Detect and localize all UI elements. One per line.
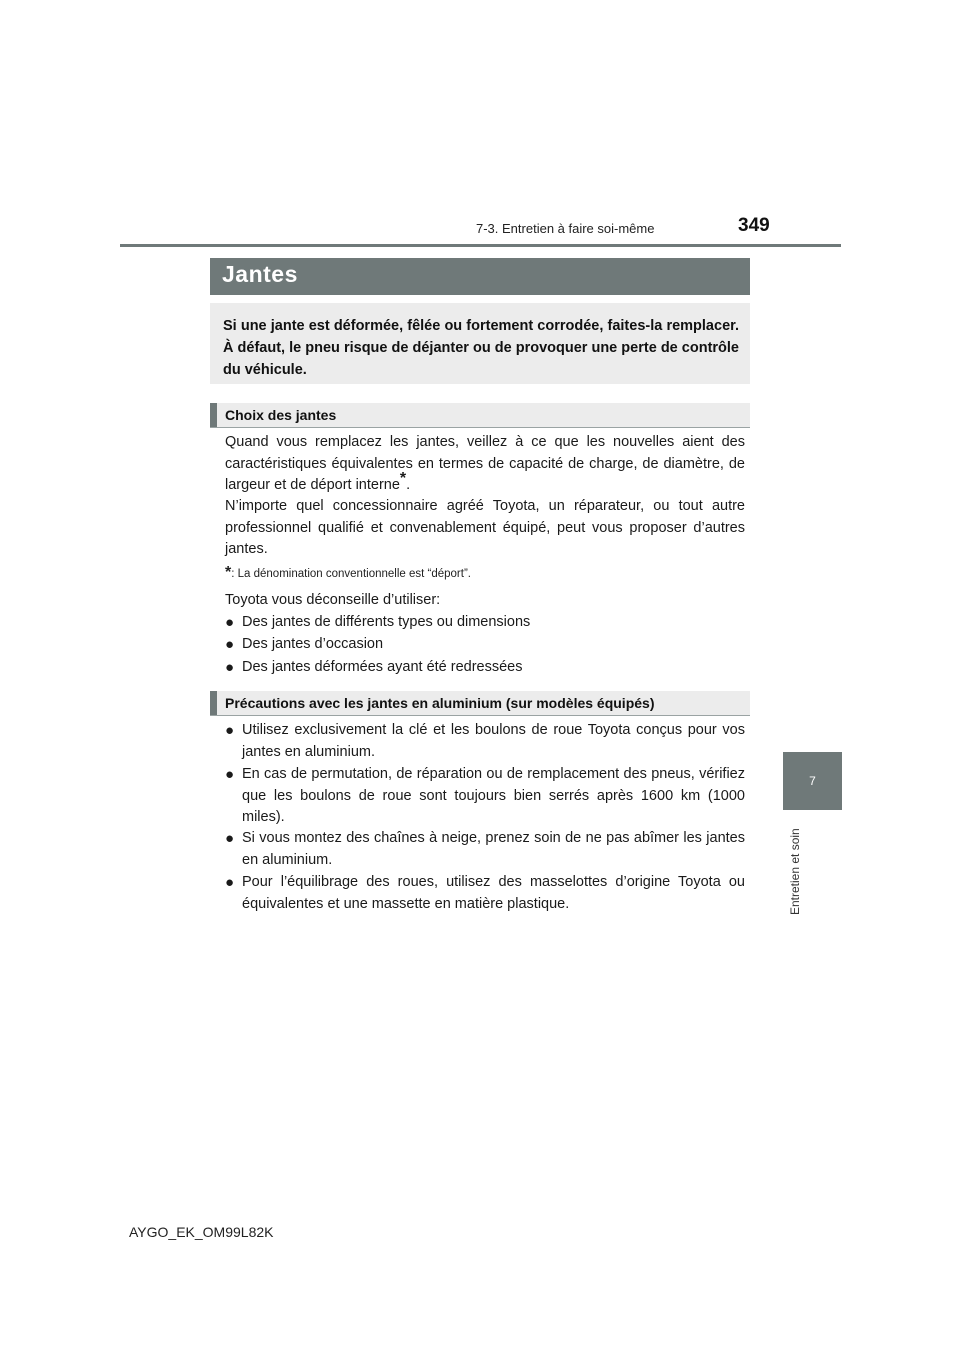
list-item <box>225 634 745 656</box>
page-title: Jantes <box>222 261 298 287</box>
chapter-title: Entretien et soin <box>788 828 802 915</box>
footnote-marker: * <box>399 470 407 488</box>
header-divider <box>120 244 841 247</box>
list-item <box>225 764 745 829</box>
list-item-text: Des jantes de différents types ou dimensions <box>242 614 531 630</box>
intro-box <box>210 303 750 384</box>
list-item-text: Des jantes d’occasion <box>242 636 384 652</box>
bullet-icon: ● <box>225 874 235 891</box>
list-item-text: Des jantes déformées ayant été redressées <box>242 659 523 675</box>
section-heading-label: Précautions avec les jantes en aluminium (sur modèles équipés) <box>225 695 655 711</box>
list-item <box>225 720 745 763</box>
list-item-text: En cas de permutation, de réparation ou de remplacement des pneus, vérifiez que les boulons de roue sont toujours bien serrés après 1600 km (1000 miles). <box>242 766 745 825</box>
document-code: AYGO_EK_OM99L82K <box>129 1224 274 1240</box>
bullet-icon: ● <box>225 614 235 631</box>
paragraph-choix <box>225 432 745 497</box>
chapter-number: 7 <box>809 774 816 788</box>
list-item <box>225 828 745 871</box>
section-heading-choix <box>210 403 750 428</box>
bullet-icon: ● <box>225 830 235 847</box>
bullet-icon: ● <box>225 659 235 676</box>
bullet-icon: ● <box>225 722 235 739</box>
paragraph-deconseille: Toyota vous déconseille d’utiliser: <box>225 592 441 608</box>
bullet-icon: ● <box>225 636 235 653</box>
section-heading-precautions <box>210 691 750 716</box>
intro-text: Si une jante est déformée, fêlée ou fortement corrodée, faites-la remplacer. À défaut, le pneu risque de déjanter ou de provoquer une perte de contrôle du véhicule. <box>223 318 739 378</box>
footnote-text: : La dénomination conventionnelle est “déport”. <box>231 568 471 580</box>
list-item <box>225 657 745 679</box>
heading-accent-bar <box>210 691 217 715</box>
footnote <box>225 564 745 582</box>
footnote-star: * <box>225 564 232 581</box>
section-breadcrumb: 7-3. Entretien à faire soi-même <box>476 221 655 236</box>
list-item-text: Pour l’équilibrage des roues, utilisez des masselottes d’origine Toyota ou équivalentes et une massette en matière plastique. <box>242 874 745 912</box>
list-item-text: Si vous montez des chaînes à neige, prenez soin de ne pas abîmer les jantes en aluminium. <box>242 830 745 868</box>
chapter-tab[interactable] <box>783 752 842 810</box>
list-item-text: Utilisez exclusivement la clé et les boulons de roue Toyota conçus pour vos jantes en aluminium. <box>242 722 745 760</box>
bullet-icon: ● <box>225 766 235 783</box>
page-title-banner <box>210 258 750 295</box>
paragraph-concessionnaire: N’importe quel concessionnaire agréé Toyota, un réparateur, ou tout autre professionnel qualifié et convenablement équipé, peut vous proposer d’autres jantes. <box>225 498 745 557</box>
page-number: 349 <box>738 215 770 236</box>
heading-accent-bar <box>210 403 217 427</box>
paragraph-text: Quand vous remplacez les jantes, veillez à ce que les nouvelles aient des caractéristiques équivalentes en termes de capacité de charge, de diamètre, de largeur et de déport interne <box>225 434 745 493</box>
list-item <box>225 612 745 634</box>
list-item <box>225 872 745 915</box>
paragraph-end: . <box>406 477 411 493</box>
section-heading-label: Choix des jantes <box>225 407 337 423</box>
